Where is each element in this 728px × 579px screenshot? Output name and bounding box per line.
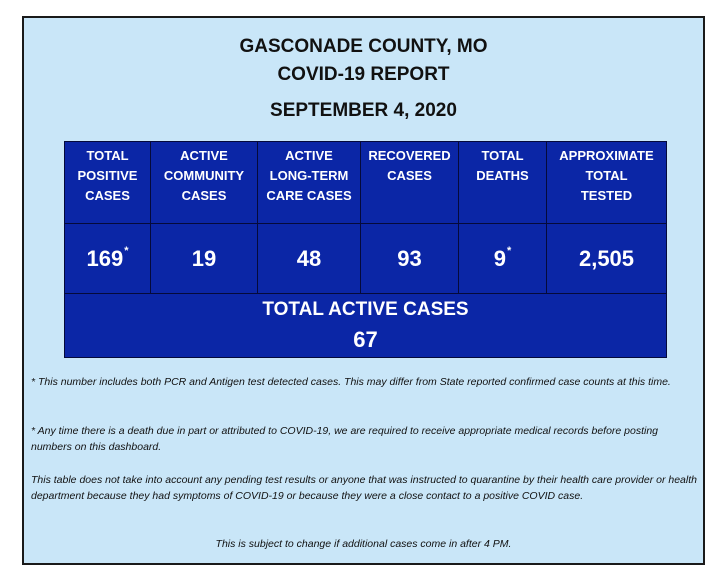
note-deaths: * Any time there is a death due in part or attributed to COVID-19, we are required to receive appropriate medical records before posting numbers on this dashboard. <box>31 425 659 453</box>
total-active-row <box>65 294 667 358</box>
county-title: GASCONADE COUNTY, MO <box>239 36 488 57</box>
value-active-community: 19 <box>151 224 258 294</box>
value-row <box>65 224 667 294</box>
header-active-long-term-care: ACTIVE LONG-TERM CARE CASES <box>258 142 361 224</box>
header-total-deaths: TOTAL DEATHS <box>459 142 547 224</box>
footnote-mark: * <box>506 245 512 258</box>
total-active-value: 67 <box>353 326 378 352</box>
header-active-community: ACTIVE COMMUNITY CASES <box>151 142 258 224</box>
header-row <box>65 142 667 224</box>
total-active-label: TOTAL ACTIVE CASES <box>262 298 469 320</box>
note-test-types: * This number includes both PCR and Antigen test detected cases. This may differ from State reported confirmed case counts at this time. <box>31 376 671 388</box>
value-active-long-term-care: 48 <box>258 224 361 294</box>
report-panel <box>22 16 705 565</box>
report-title: COVID-19 REPORT <box>277 64 450 85</box>
note-subject-to-change: This is subject to change if additional cases come in after 4 PM. <box>215 538 512 550</box>
note-pending: This table does not take into account any pending test results or anyone that was instructed to quarantine by their health care provider or health department because they had symptoms of COVID-19 or because they were a close contact to a positive COVID case. <box>31 474 697 502</box>
value-recovered: 93 <box>361 224 459 294</box>
value-approximate-tested: 2,505 <box>547 224 667 294</box>
value-total-positive: 169* <box>65 224 151 294</box>
footnote-mark: * <box>124 245 129 258</box>
header-recovered: RECOVERED CASES <box>361 142 459 224</box>
header-total-positive: TOTAL POSITIVE CASES <box>65 142 151 224</box>
stats-table <box>64 141 667 358</box>
total-active-cell <box>65 294 667 358</box>
value-total-deaths: 9* <box>459 224 547 294</box>
header-approximate-tested: APPROXIMATE TOTAL TESTED <box>547 142 667 224</box>
report-date: SEPTEMBER 4, 2020 <box>270 100 457 121</box>
